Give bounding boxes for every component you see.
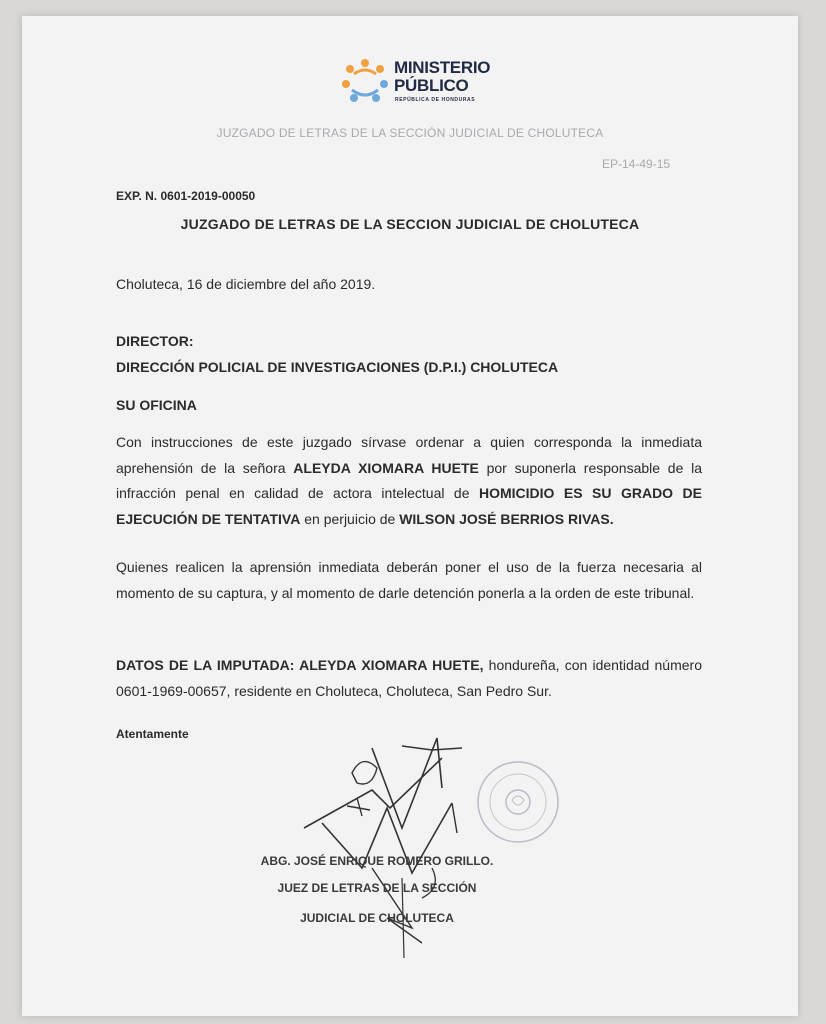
document-page [22,16,798,1016]
court-heading: JUZGADO DE LETRAS DE LA SECCION JUDICIAL DE CHOLUTECA [180,216,640,232]
judge-jurisdiction: JUDICIAL DE CHOLUTECA [300,911,454,925]
logo-line-2: PÚBLICO [394,76,469,95]
defendant-data-paragraph [116,653,702,704]
date-line: Choluteca, 16 de diciembre del año 2019. [116,276,376,292]
offense: HOMICIDIO ES SU GRADO DE EJECUCIÓN DE TENTATIVA [116,485,702,527]
ministerio-publico-logo [340,54,520,124]
logo-line-3: REPÚBLICA DE HONDURAS [395,97,476,103]
order-text-1: Con instrucciones de este juzgado sírvase ordenar a quien corresponda la inmediata aprehensión de la señora [116,434,702,476]
letterhead-court: JUZGADO DE LETRAS DE LA SECCIÓN JUDICIAL DE CHOLUTECA [216,126,604,140]
order-text-2: por suponerla responsable de la infracción penal en calidad de actora intelectual de [116,459,703,501]
recipient-institution: DIRECCIÓN POLICIAL DE INVESTIGACIONES (D.P.I.) CHOLUTECA [116,359,559,375]
order-paragraph [116,430,702,532]
closing: Atentamente [116,727,189,741]
judge-title: JUEZ DE LETRAS DE LA SECCIÓN [277,881,477,895]
logo-line-1: MINISTERIO [394,58,491,77]
people-circle-icon [340,56,390,106]
judge-name: ABG. JOSÉ ENRIQUE ROMERO GRILLO. [260,854,494,868]
recipient-office: SU OFICINA [116,397,197,413]
recipient-title: DIRECTOR: [116,333,194,349]
defendant-name: ALEYDA XIOMARA HUETE [293,459,479,476]
order-text-3: en perjuicio de [300,510,400,527]
victim-name: WILSON JOSÉ BERRIOS RIVAS. [399,510,614,527]
defendant-data-label: DATOS DE LA IMPUTADA: ALEYDA XIOMARA HUETE, [116,657,484,673]
instruction-paragraph: Quienes realicen la aprensión inmediata deberán poner el uso de la fuerza necesaria al momento de su captura, y al momento de darle detención ponerla a la orden de este tribunal. [116,559,702,601]
case-number: EXP. N. 0601-2019-00050 [116,189,256,203]
defendant-data-text: hondureña, con identidad número 0601-1969-00657, residente en Choluteca, Choluteca, San Pedro Sur. [116,657,702,699]
reference-code: EP-14-49-15 [602,157,671,171]
